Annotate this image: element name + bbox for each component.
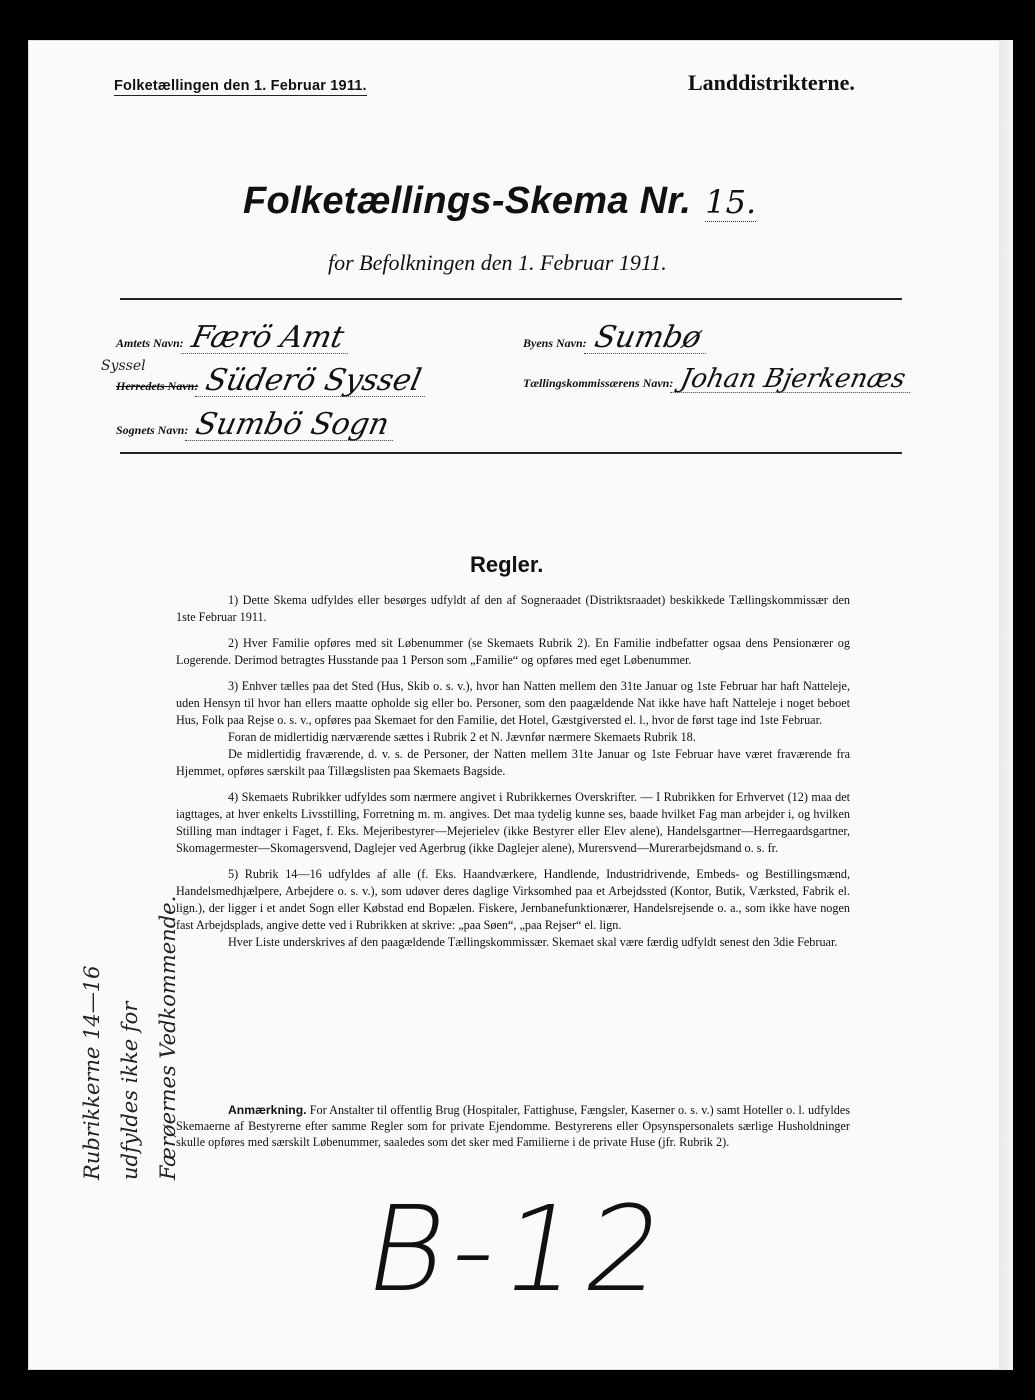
census-form-page [28,40,1013,1370]
rules-text [176,592,850,960]
divider-top [120,298,902,300]
form-title-text: Folketællings-Skema Nr. [243,180,692,222]
kommissaer-label: Tællingskommissærens Navn: [523,376,674,390]
field-kommissaer [523,366,913,393]
amt-value: Færö Amt [180,323,354,354]
field-by [523,320,708,355]
note-lead: Anmærkning. [228,1103,307,1117]
rule-paragraph: 5) Rubrik 14—16 udfyldes af alle (f. Eks. Haandværkere, Handlende, Industridrivende, Embeds- og Bestillingsmænd, Handelsmedhjælpere, Arbejdere o. s. v.), som udøver deres daglige Virksomhed paa et Arbejdssted (Kontor, Butik, Værksted, Fabrik el. lign.), der ligger i et andet Sogn eller Købstad end Bopælen. Fiskere, Jernbanefunktionærer, Handelsrejsende o. a., som ikke have nogen fast Arbejdsplads, angive dette ved i Rubrikken at skrive: „paa Søen“, „paa Rejser“ el. lign. [176,867,850,932]
kommissaer-value: Johan Bjerkenæs [670,366,916,393]
rule-paragraph: De midlertidig fraværende, d. v. s. de Personer, der Natten mellem 31te Januar og 1ste Februar have været fraværende fra Hjemmet, opføres særskilt paa Tillægslisten paa Skemaets Bagside. [176,747,850,778]
rule-paragraph: 1) Dette Skema udfyldes eller besørges udfyldt af den af Sogneraadet (Distriktsraadet) beskikkede Tællingskommissær den 1ste Februar 1911. [176,593,850,624]
field-amt [116,320,351,355]
rules-heading: Regler. [470,552,544,577]
field-sogn [116,407,397,442]
header-district-type: Landdistrikterne. [688,70,855,95]
herred-value: Süderö Syssel [195,366,432,397]
by-label: Byens Navn: [523,336,587,350]
margin-note-line: Rubrikkerne 14—16 [80,965,104,1180]
sogn-value: Sumbö Sogn [185,410,400,441]
rule-paragraph: Hver Liste underskrives af den paagældende Tællingskommissær. Skemaet skal være færdig udfyldt senest den 3die Februar. [228,935,838,949]
header-census-date: Folketællingen den 1. Februar 1911. [114,78,367,94]
divider-bottom [120,452,902,454]
annotation-note [176,1102,850,1150]
form-number: 15. [705,183,757,221]
margin-note-line: udfyldes ikke for [118,1001,142,1180]
form-title [243,180,756,223]
rule-paragraph: 3) Enhver tælles paa det Sted (Hus, Skib o. s. v.), hvor han Natten mellem den 31te Januar og 1ste Februar har haft Natteleje, uden Hensyn til hvor han ellers maatte opholde sig eller bo. Personer, som den paagældende Nat ikke have haft Natteleje i noget beboet Hus, Folk paa Rejse o. s. v., opføres paa Skemaet for den Familie, det Hotel, Gæstgiversted el. l., hvor de først tage ind 1ste Februar. [176,679,850,727]
margin-note-line: Færøernes Vedkommende. [156,895,180,1180]
note-text: For Anstalter til offentlig Brug (Hospitaler, Fattighuse, Fængsler, Kaserner o. s. v.) samt Hoteller o. l. udfyldes Skemaerne af Bestyrerne efter samme Regler som for private Ejendomme. Bestyrerens eller Opsynspersonalets særlige Husholdninger skulle opføres med særskilt Løbenummer, saaledes som det sker med Familierne i de private Huse (jfr. Rubrik 2). [176,1103,850,1149]
form-subtitle: for Befolkningen den 1. Februar 1911. [328,250,667,275]
rule-paragraph: 2) Hver Familie opføres med sit Løbenummer (se Skemaets Rubrik 2). En Familie indbefatter ogsaa dens Pensionærer og Logerende. Derimod betragtes Husstande paa 1 Person som „Familie“ og opføres med eget Løbenummer. [176,636,850,667]
by-value: Sumbø [583,323,711,354]
rule-paragraph: 4) Skemaets Rubrikker udfyldes som nærmere angivet i Rubrikkernes Overskrifter. — I Rubrikken for Erhvervet (12) maa det iagttages, at hver enkelts Livsstilling, Forretning m. m. angives. Det maa tydelig kunne ses, baade hvilket Fag man arbejder i, og hvilken Stilling man indtager i Faget, f. Eks. Mejeribestyrer—Mejerielev (ikke Bestyrer eller Elev alene), Handelsgartner—Herregaardsgartner, Skomagermester—Skomagersvend, Daglejer ved Agerbrug (ikke Daglejer alene), Murersvend—Murerarbejdsmand o. s. fr. [176,790,850,855]
margin-handwritten-note [73,895,187,1180]
herred-label: Herredets Navn: [116,379,199,393]
herred-correction: Syssel [101,358,146,374]
field-herred [116,363,429,398]
sogn-label: Sognets Navn: [116,423,189,437]
archive-stamp: B-12 [355,1180,683,1318]
amt-label: Amtets Navn: [116,336,184,350]
page-edge [999,40,1013,1370]
rule-paragraph: Foran de midlertidig nærværende sættes i Rubrik 2 et N. Jævnfør nærmere Skemaets Rubrik 18. [228,730,696,744]
